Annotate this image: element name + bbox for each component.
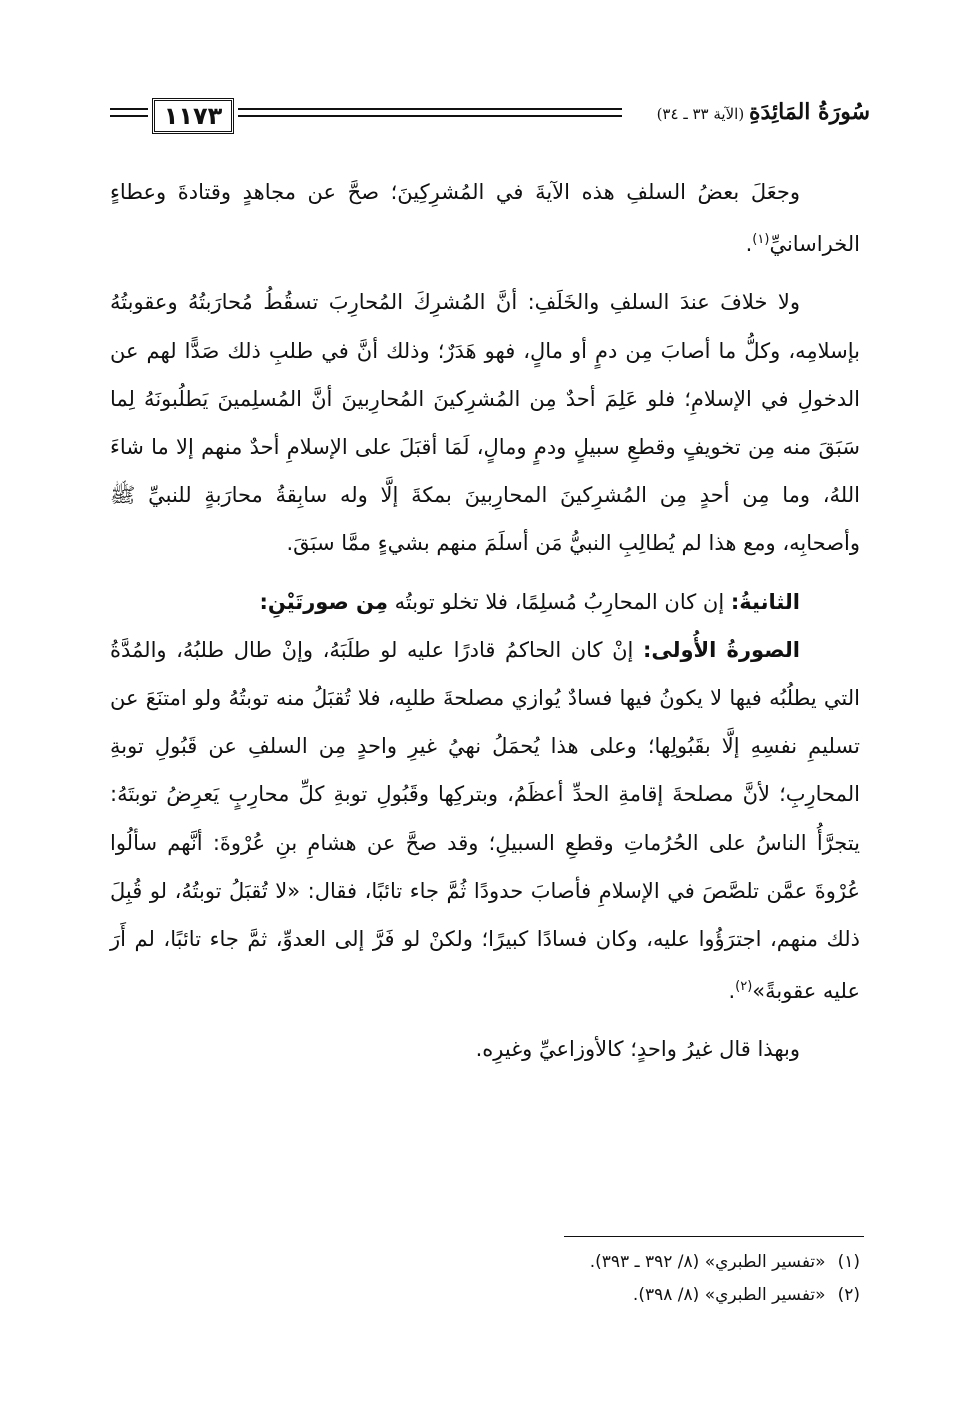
- verse-reference: (الآية ٣٣ ـ ٣٤): [656, 105, 745, 123]
- header-rule: [110, 108, 148, 110]
- footnote: (٢)«تفسير الطبري» (٨/ ٣٩٨).: [632, 1285, 860, 1305]
- footnotes: [110, 1246, 860, 1312]
- main-text: [110, 168, 860, 1074]
- paragraph: ولا خلافَ عندَ السلفِ والخَلَفِ: أنَّ المُشرِكَ المُحارِبَ تسقُطُ مُحارَبتُهُ وعقوبتُهُ بإسلامِه، وكلُّ ما أصابَ مِن دمٍ أو مالٍ، فهو هَدَرٌ؛ وذلك أنَّ في طلبِ ذلك صَدًّا لهم عن الدخولِ في الإسلامِ؛ فلو عَلِمَ أحدٌ مِن المُشرِكينَ المُحارِبينَ أنَّ المُسلِمينَ يَطلُبونَهُ لِما سَبَقَ منه مِن تخويفٍ وقطعِ سبيلٍ ودمٍ ومالٍ، لَمَا أقبَلَ على الإسلامِ أحدٌ منهم إلا ما شاءَ اللهُ، وما مِن أحدٍ مِن المُشرِكينَ المحارِبينَ بمكةَ إلَّا وله سابِقةُ محارَبةٍ للنبيِّ ﷺ وأصحابِه، ومع هذا لم يُطالِبِ النبيُّ مَن أسلَمَ منهم بشيءٍ ممَّا سبَقَ.: [110, 290, 860, 556]
- section-heading: الثانيةُ:: [730, 589, 800, 614]
- paragraph: وجعَلَ بعضُ السلفِ هذه الآيةَ في المُشرِكِينَ؛ صحَّ عن مجاهدٍ وقتادةَ وعطاءٍ الخراسانيِّ$^{(١)}$.: [110, 180, 860, 257]
- header-rule: [238, 115, 622, 117]
- page-number: ١١٧٣: [152, 98, 234, 134]
- running-title: [630, 96, 870, 128]
- header-rule: [238, 108, 622, 110]
- header-rule: [110, 115, 148, 117]
- page-header: [110, 96, 870, 136]
- footnote-ref: (٢): [735, 979, 753, 995]
- paragraph: الثانيةُ: إن كان المحارِبُ مُسلِمًا، فلا تخلو توبتُه مِن صورتَيْنِ:: [259, 589, 800, 614]
- section-heading: الصورةُ الأُولى:: [642, 637, 800, 662]
- footnote-separator: [564, 1236, 864, 1237]
- surah-name: سُورَةُ المَائِدَةِ: [748, 99, 870, 125]
- footnote-ref: (١): [752, 232, 770, 248]
- paragraph: الصورةُ الأُولى: إنْ كان الحاكمُ قادرًا عليه لو طلَبَهُ، وإنْ طال طلبُهُ، والمُدَّةُ التي يطلُبُه فيها لا يكونُ فيها فسادٌ يُوازي مصلحةَ طلبِه، فلا تُقبَلُ منه توبتُهُ ولو امتنَعَ عن تسليمِ نفسِهِ إلَّا بقَبُولِها؛ وعلى هذا يُحمَلُ نهيُ غيرِ واحدٍ مِن السلفِ عن قَبُولِ توبةِ المحارِبِ؛ لأنَّ مصلحةَ إقامةِ الحدِّ أعظَمُ، وبتركِها وقَبُولِ توبةِ كلِّ محارِبٍ يَعرِضُ توبتَهُ: يتجرَّأُ الناسُ على الحُرُماتِ وقطعِ السبيلِ؛ وقد صحَّ عن هشامِ بنِ عُرْوةَ: أنَّهم سألُوا عُرْوةَ عمَّن تلصَّصَ في الإسلامِ فأصابَ حدودًا ثُمَّ جاء تائبًا، فقال: «لا تُقبَلُ توبتُهُ، لو قُبِلَ ذلك منهم، اجترَؤُوا عليه، وكان فسادًا كبيرًا؛ ولكنْ لو فَرَّ إلى العدوِّ، ثمَّ جاء تائبًا، لم أَرَ عليه عقوبةً»$^{(٢)}$.: [110, 637, 860, 1004]
- paragraph: وبهذا قال غيرُ واحدٍ؛ كالأوزاعيِّ وغيرِه.: [475, 1037, 800, 1062]
- footnote: (١)«تفسير الطبري» (٨/ ٣٩٢ ـ ٣٩٣).: [589, 1252, 860, 1272]
